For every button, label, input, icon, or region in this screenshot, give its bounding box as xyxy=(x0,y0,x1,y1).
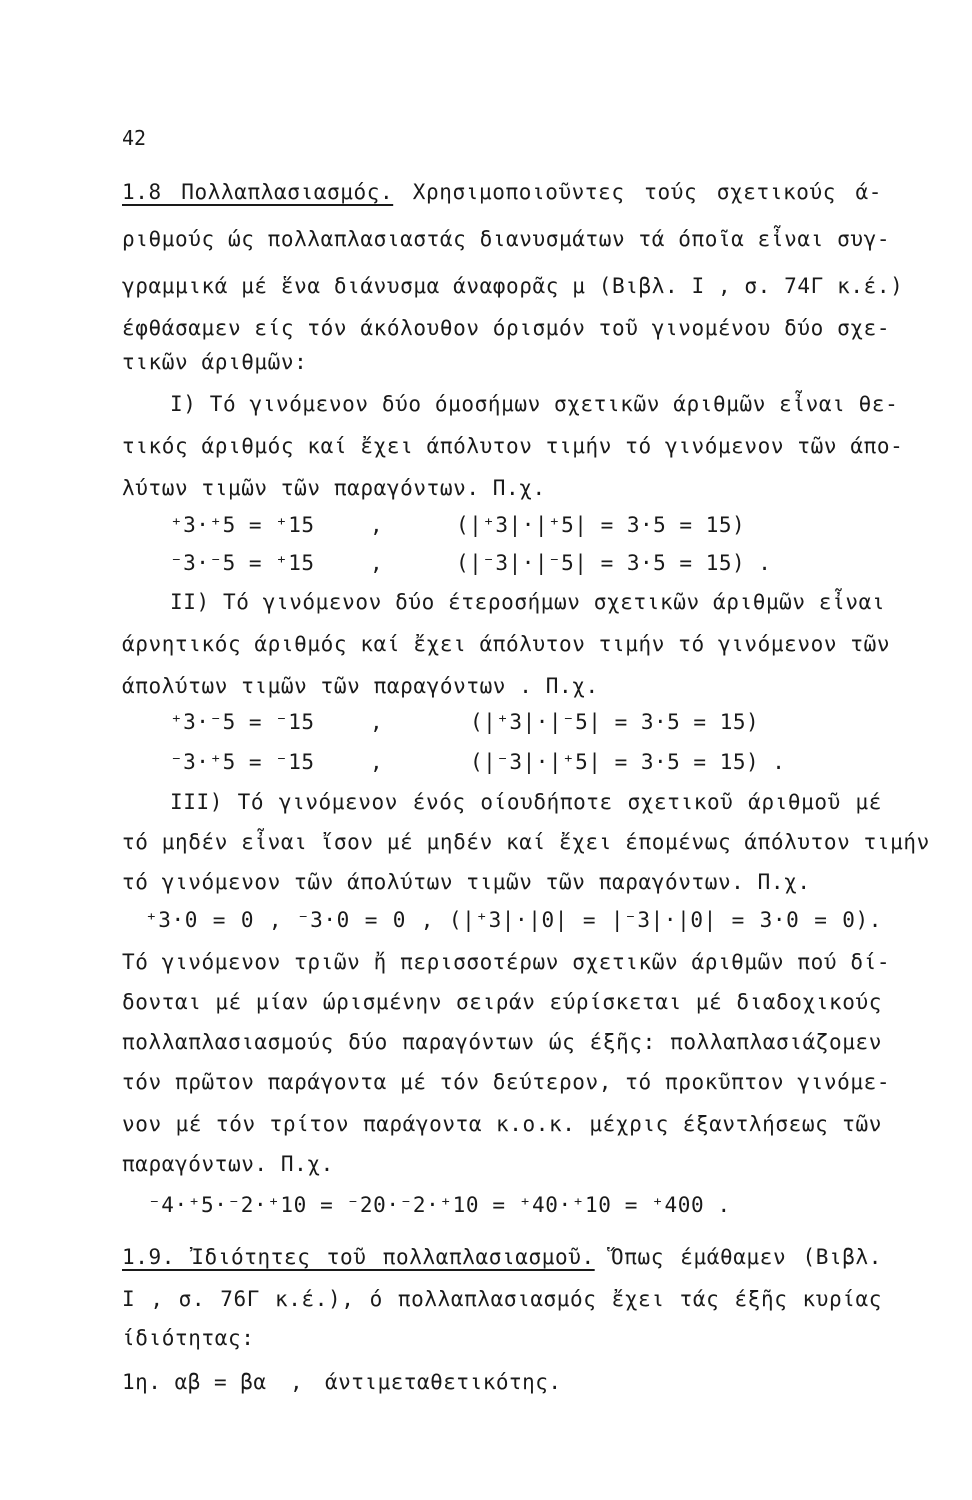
property-1-separator: , xyxy=(290,1370,304,1394)
paragraph-line: Ὅπως έμάθαμεν (Βιβλ. xyxy=(611,1245,882,1269)
rule-i-line: λύτων τιμῶν τῶν παραγόντων. Π.χ. xyxy=(122,476,546,500)
rule-iii-example: ⁺3·0 = 0 , ⁻3·0 = 0 , (|⁺3|·|0| = |⁻3|·|0| = 3·0 = 0). xyxy=(145,908,882,932)
example-right: (|⁺3|·|⁺5| = 3·5 = 15) xyxy=(456,513,746,537)
paragraph-line: ριθμούς ώς πολλαπλασιαστάς διανυσμάτων τά όποῖα εἶναι συγ- xyxy=(122,227,891,251)
page-number: 42 xyxy=(122,126,147,150)
paragraph-line: Τό γινόμενον τριῶν ἤ περισσοτέρων σχετικῶν άριθμῶν πού δί- xyxy=(122,950,891,974)
paragraph-line: έφθάσαμεν είς τόν άκόλουθον όρισμόν τοῦ γινομένου δύο σχε- xyxy=(122,316,891,340)
property-1-name: άντιμεταθετικότης. xyxy=(325,1370,562,1394)
example-right: (|⁻3|·|⁺5| = 3·5 = 15) . xyxy=(470,750,786,774)
section-1-9-first-line xyxy=(122,1245,882,1269)
paragraph-line: τόν πρῶτον παράγοντα μέ τόν δεύτερον, τό προκῦπτον γινόμε- xyxy=(122,1070,891,1094)
example-right: (|⁺3|·|⁻5| = 3·5 = 15) xyxy=(470,710,760,734)
example-left: ⁻3·⁻5 = ⁺15 xyxy=(170,551,315,575)
section-1-8-heading: 1.8 Πολλαπλασιασμός. xyxy=(122,180,394,204)
rule-ii-line: άρνητικός άριθμός καί ἔχει άπόλυτον τιμήν τό γινόμενον τῶν xyxy=(122,632,891,656)
example-right: (|⁻3|·|⁻5| = 3·5 = 15) . xyxy=(456,551,772,575)
example-left: ⁺3·⁻5 = ⁻15 xyxy=(170,710,315,734)
paragraph-line: γραμμικά μέ ἕνα διάνυσμα άναφορᾶς μ (Βιβλ. Ι , σ. 74Γ κ.έ.) xyxy=(122,274,904,298)
section-1-8-first-line xyxy=(122,180,882,204)
paragraph-line: δονται μέ μίαν ώρισμένην σειράν εύρίσκεται μέ διαδοχικούς xyxy=(122,990,882,1014)
section-1-9-heading: 1.9. Ἰδιότητες τοῦ πολλαπλασιασμοῦ. xyxy=(122,1245,595,1269)
example-separator: , xyxy=(370,750,384,774)
paragraph-line: Χρησιμοποιοῦντες τούς σχετικούς ά- xyxy=(412,180,882,204)
example-separator: , xyxy=(370,710,384,734)
paragraph-line: ίδιότητας: xyxy=(122,1326,255,1350)
example-separator: , xyxy=(370,551,384,575)
property-1-label: 1η. αβ = βα xyxy=(122,1370,267,1394)
paragraph-line: τικῶν άριθμῶν: xyxy=(122,350,308,374)
paragraph-line: παραγόντων. Π.χ. xyxy=(122,1152,334,1176)
rule-ii-line: II) Τό γινόμενον δύο έτεροσήμων σχετικῶν άριθμῶν εἶναι xyxy=(170,590,886,614)
rule-ii-line: άπολύτων τιμῶν τῶν παραγόντων . Π.χ. xyxy=(122,674,599,698)
rule-i-line: τικός άριθμός καί ἔχει άπόλυτον τιμήν τό γινόμενον τῶν άπο- xyxy=(122,434,904,458)
example-left: ⁺3·⁺5 = ⁺15 xyxy=(170,513,315,537)
example-left: ⁻3·⁺5 = ⁻15 xyxy=(170,750,315,774)
rule-iii-line: III) Τό γινόμενον ένός οίουδήποτε σχετικοῦ άριθμοῦ μέ xyxy=(170,790,882,814)
rule-iii-line: τό μηδέν εἶναι ἴσον μέ μηδέν καί ἔχει έπομένως άπόλυτον τιμήν xyxy=(122,830,930,854)
paragraph-line: νον μέ τόν τρίτον παράγοντα κ.ο.κ. μέχρις έξαντλήσεως τῶν xyxy=(122,1112,882,1136)
product-example: ⁻4·⁺5·⁻2·⁺10 = ⁻20·⁻2·⁺10 = ⁺40·⁺10 = ⁺400 . xyxy=(148,1193,731,1217)
rule-iii-line: τό γινόμενον τῶν άπολύτων τιμῶν τῶν παραγόντων. Π.χ. xyxy=(122,870,811,894)
example-separator: , xyxy=(370,513,384,537)
paragraph-line: Ι , σ. 76Γ κ.έ.), ό πολλαπλασιασμός ἔχει τάς έξῆς κυρίας xyxy=(122,1287,882,1311)
paragraph-line: πολλαπλασιασμούς δύο παραγόντων ώς έξῆς: πολλαπλασιάζομεν xyxy=(122,1030,882,1054)
rule-i-line: I) Τό γινόμενον δύο όμοσήμων σχετικῶν άριθμῶν εἶναι θε- xyxy=(170,392,899,416)
